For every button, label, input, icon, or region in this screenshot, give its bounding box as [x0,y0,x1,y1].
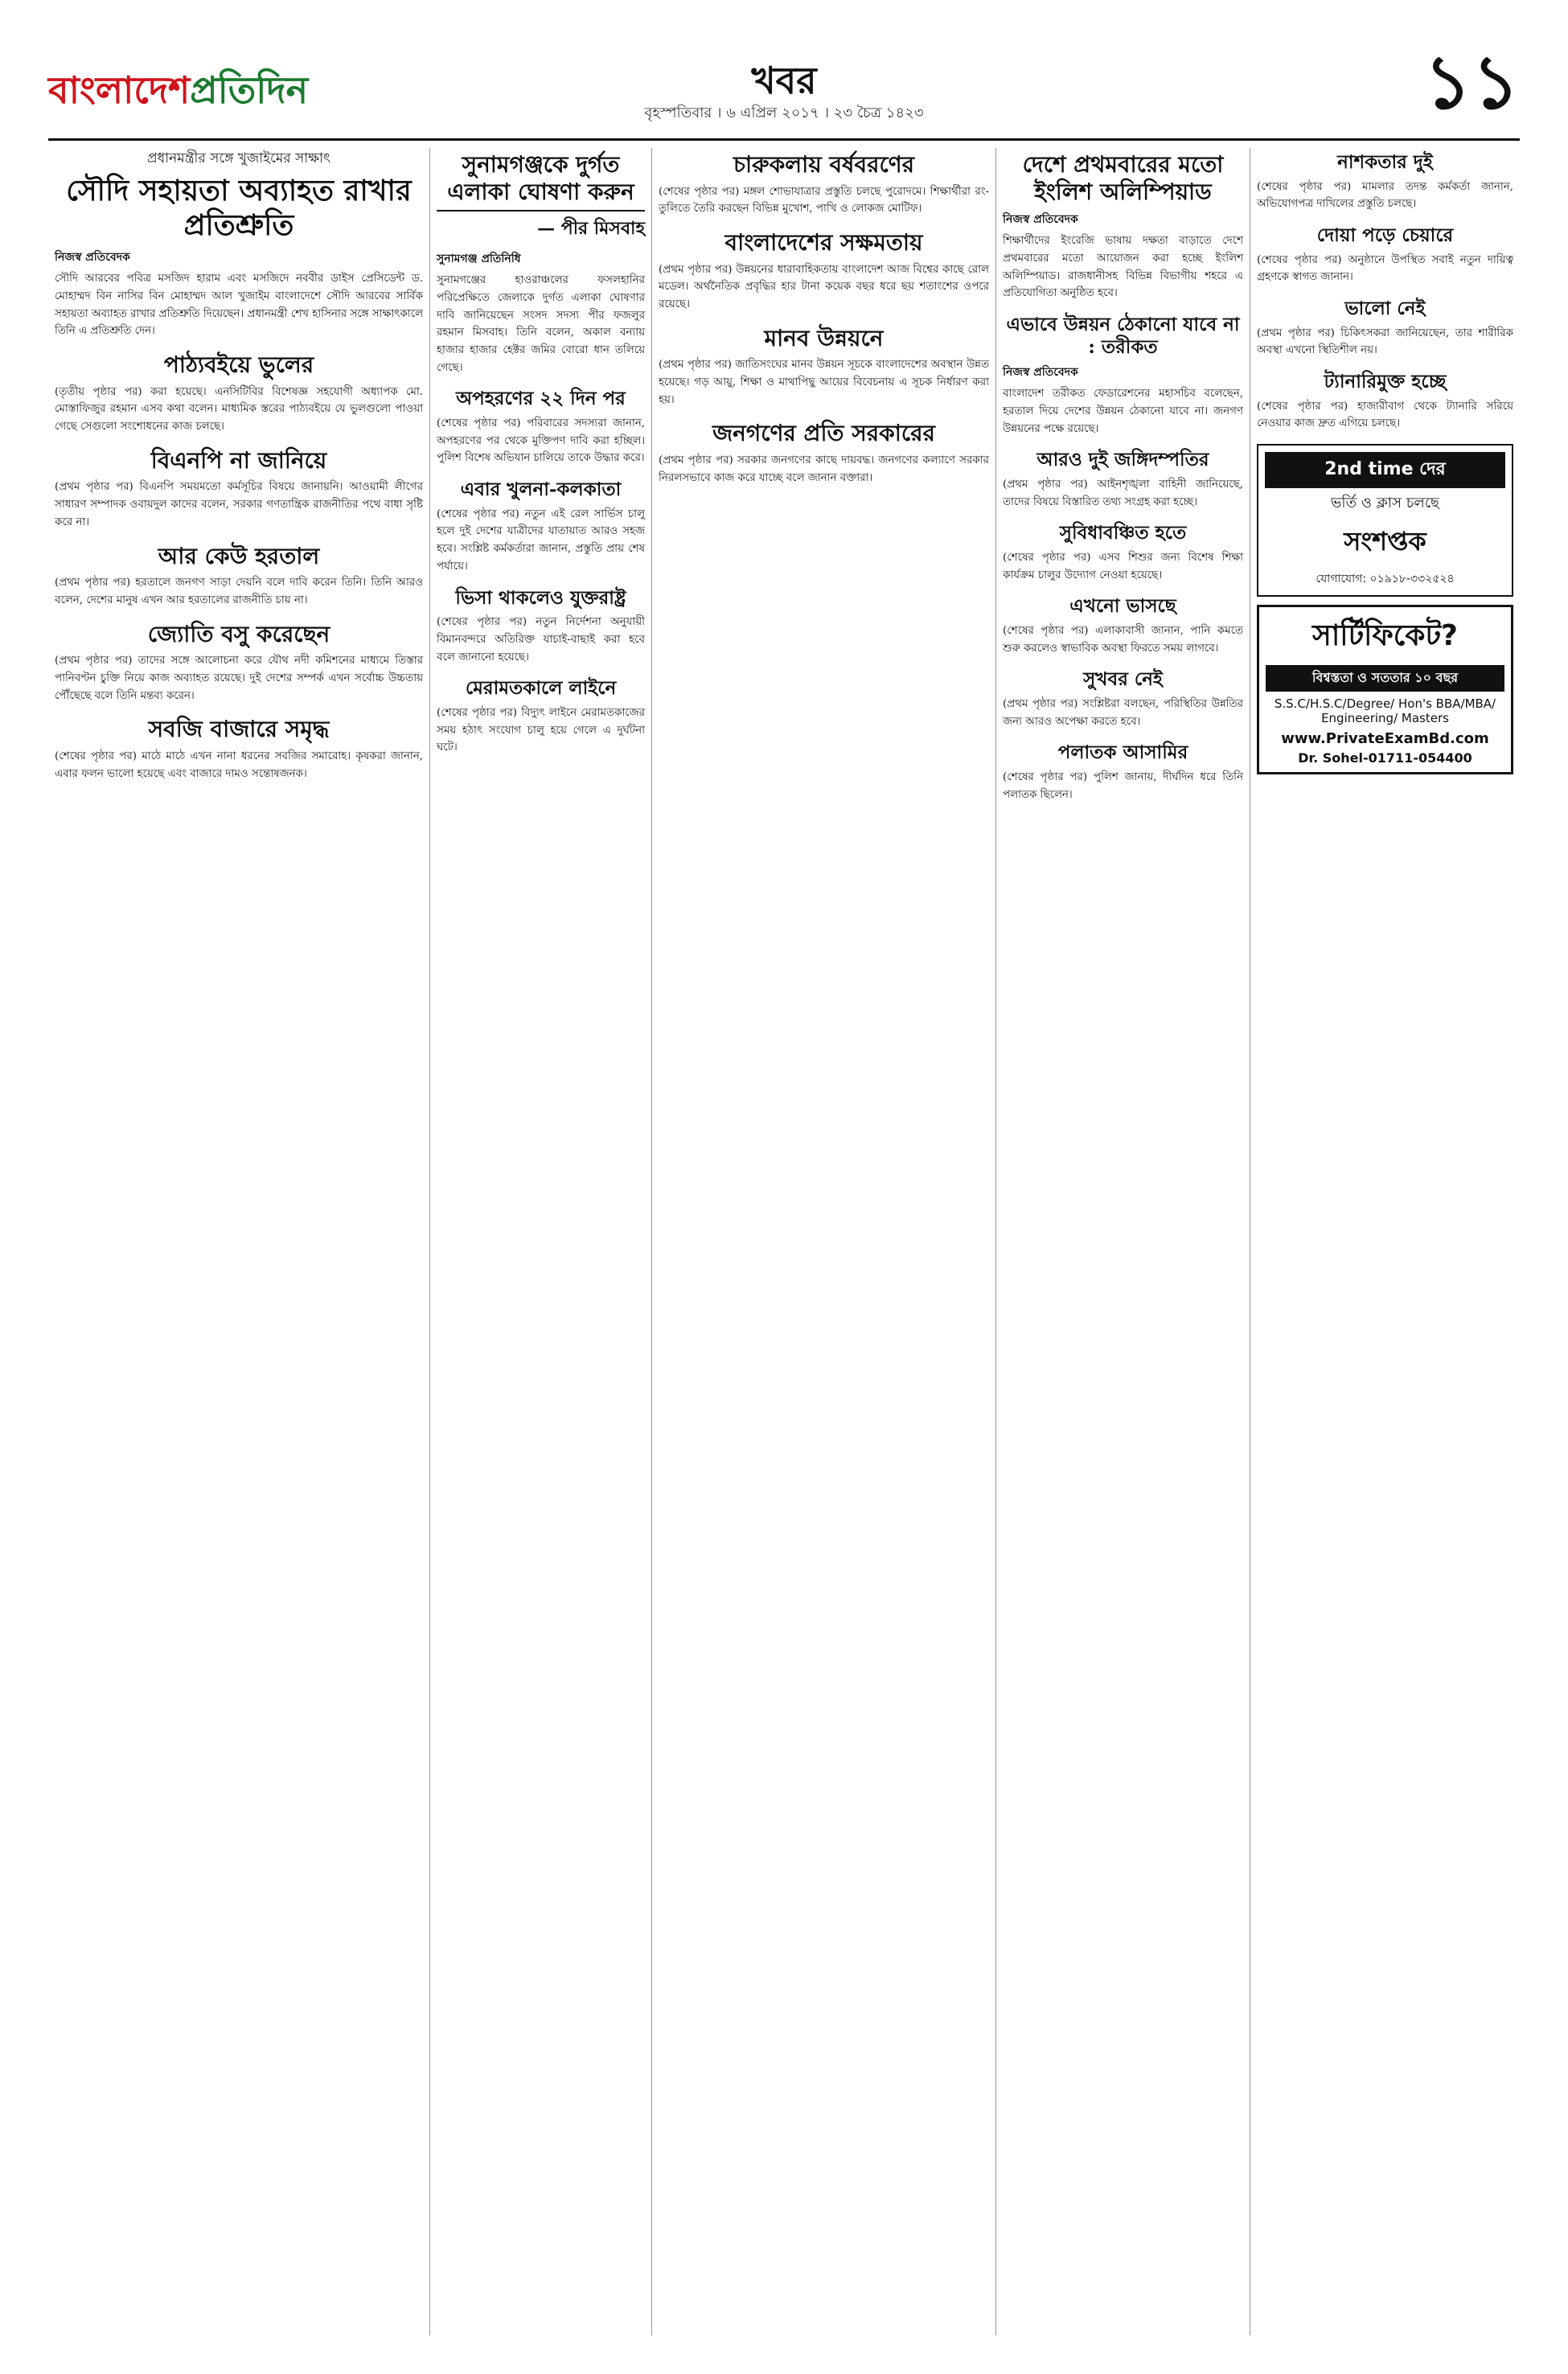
story-disruption [55,447,423,532]
story-body: (শেষের পৃষ্ঠার পর) পুলিশ জানায়, দীর্ঘদিন ধরে তিনি পলাতক ছিলেন। [1003,770,1243,801]
story-body: (শেষের পৃষ্ঠার পর) নতুন এই রেল সার্ভিস চালু হলে দুই দেশের যাত্রীদের যাতায়াত আরও সহজ হবে। সংশ্লিষ্ট কর্মকর্তারা জানান, প্রস্তুতি প্রায় শেষ পর্যায়ে। [437,507,645,573]
story-body: (প্রথম পৃষ্ঠার পর) আইনশৃঙ্খলা বাহিনী জানিয়েছে, তাদের বিষয়ে বিস্তারিত তথ্য সংগ্রহ করা হচ্ছে। [1003,478,1243,508]
column-2 [429,148,651,2335]
story-human-dev [659,325,989,409]
story-body: সুনামগঞ্জের হাওরাঞ্চলের ফসলহানির পরিপ্রেক্ষিতে জেলাকে দুর্গত এলাকা ঘোষণার দাবি জানিয়েছেন সংসদ সদস্য পীর ফজলুর রহমান মিসবাহ। তিনি বলেন, অকাল বন্যায় হাজার হাজার হেক্টর জমির বোরো ধান তলিয়ে গেছে। [437,274,645,374]
story-body: (তৃতীয় পৃষ্ঠার পর) করা হয়েছে। এনসিটিবির বিশেষজ্ঞ সহযোগী অধ্যাপক মো. মোস্তাফিজুর রহমান এসব কথা বলেন। মাধ্যমিক স্তরের পাঠ্যবইয়ে যে ভুলগুলো পাওয়া গেছে সেগুলো সংশোধনের কাজ চলছে। [55,385,423,433]
story-headline: পলাতক আসামির [1057,741,1188,764]
story-hartal [55,543,423,610]
story-body: (প্রথম পৃষ্ঠার পর) উন্নয়নের ধারাবাহিকতায় বাংলাদেশ আজ বিশ্বের কাছে রোল মডেল। অর্থনৈতিক প্রবৃদ্ধির হার টানা কয়েক বছর ধরে ছয় শতাংশের ওপরে রয়েছে। [659,263,989,310]
ad-tag: বিশ্বস্ততা ও সততার ১০ বছর [1266,665,1504,692]
story-development [1003,314,1243,437]
story-byline: নিজস্ব প্রতিবেদক [1003,366,1078,380]
ad-line2: ভর্তি ও ক্লাস চলছে [1331,495,1439,511]
story-meramot [437,677,645,757]
story-byline: নিজস্ব প্রতিবেদক [1003,213,1078,227]
column-4 [995,148,1250,2335]
date-line: বৃহস্পতিবার । ৬ এপ্রিল ২০১৭ । ২৩ চৈত্র ১৪২৩ [644,105,924,121]
story-bhalo [1257,298,1513,359]
story-body: (প্রথম পৃষ্ঠার পর) চিকিৎসকরা জানিয়েছেন, তার শারীরিক অবস্থা এখনো স্থিতিশীল নয়। [1257,327,1513,357]
brand-part2: প্রতিদিন [190,68,309,112]
story-textbook [55,351,423,436]
story-subquote: — পীর মিসবাহ [537,218,645,240]
story-vegetable [55,716,423,782]
story-fugitive [1003,741,1243,803]
story-headline: ভালো নেই [1344,298,1426,319]
story-headline: দোয়া পড়ে চেয়ারে [1316,224,1454,246]
story-body: বাংলাদেশ তরীকত ফেডারেশনের মহাসচিব বলেছেন, হরতাল দিয়ে দেশের উন্নয়ন ঠেকানো যাবে না। জনগণ উন্নয়নের পক্ষে রয়েছে। [1003,388,1243,435]
story-body: (শেষের পৃষ্ঠার পর) মামলার তদন্ত কর্মকর্তা জানান, অভিযোগপত্র দাখিলের প্রস্তুতি চলছে। [1257,180,1513,211]
ad-degrees: S.S.C/H.S.C/Degree/ Hon's BBA/MBA/ Engineering/ Masters [1274,696,1496,725]
story-charukala [659,151,989,218]
story-body: (শেষের পৃষ্ঠার পর) পরিবারের সদস্যরা জানান, অপহরণের পর থেকে মুক্তিপণ দাবি করা হচ্ছিল। পুলিশ বিশেষ অভিযান চালিয়ে তাকে উদ্ধার করে। [437,417,645,465]
story-headline: আরও দুই জঙ্গিদম্পতির [1036,449,1209,471]
masthead-rule [48,138,1520,141]
story-tannery [1257,371,1513,433]
story-headline: সৌদি সহায়তা অব্যাহত রাখার প্রতিশ্রুতি [66,174,412,243]
section-title: খবর [751,59,817,102]
story-body: (শেষের পৃষ্ঠার পর) মঙ্গল শোভাযাত্রার প্রস্তুতি চলছে পুরোদমে। শিক্ষার্থীরা রং-তুলিতে তৈরি করছেন বিভিন্ন মুখোশ, পাখি ও লোকজ মোটিফ। [659,185,989,216]
ad-line1: 2nd time দের [1265,452,1505,488]
story-headline: জ্যোতি বসু করেছেন [147,620,330,647]
page-number: ১১ [1423,39,1520,125]
story-militants [1003,449,1243,511]
column-3 [651,148,995,2335]
story-byline: নিজস্ব প্রতিবেদক [55,251,130,265]
story-sabotage [1257,151,1513,213]
story-olympiad [1003,151,1243,302]
story-body: (শেষের পৃষ্ঠার পর) এলাকাবাসী জানান, পানি কমতে শুরু করলেও স্বাভাবিক অবস্থা ফিরতে সময় লাগবে। [1003,624,1243,655]
story-body: (প্রথম পৃষ্ঠার পর) হরতালে জনগণ সাড়া দেয়নি বলে দাবি করেন তিনি। তিনি আরও বলেন, দেশের মানুষ এখন আর হরতালের রাজনীতি চায় না। [55,577,423,606]
story-headline: বাংলাদেশের সক্ষমতায় [724,229,923,256]
story-good-news [1003,668,1243,730]
story-body: (শেষের পৃষ্ঠার পর) মাঠে মাঠে এখন নানা ধরনের সবজির সমারোহ। কৃষকরা জানান, এবার ফলন ভালো হয়েছে এবং বাজারে দামও সন্তোষজনক। [55,750,423,780]
ad-phone: যোগাযোগ: ০১৯১৮-৩৩২৫২৪ [1316,573,1455,585]
ad-url[interactable]: www.PrivateExamBd.com [1281,730,1489,747]
story-suvidha [1003,522,1243,584]
story-headline: ভিসা থাকলেও যুক্তরাষ্ট্র [455,586,626,609]
story-headline: দেশে প্রথমবারের মতো ইংলিশ অলিম্পিয়াড [1022,151,1224,205]
brand-part1: বাংলাদেশ [48,68,191,112]
story-saudi [55,148,423,340]
story-headline: চারুকলায় বর্ষবরণের [733,151,915,178]
story-body: (শেষের পৃষ্ঠার পর) বিদ্যুৎ লাইনে মেরামতকাজের সময় হঠাৎ সংযোগ চালু হয়ে গেলে এ দুর্ঘটনা ঘটে। [437,706,645,754]
ad-phone: Dr. Sohel-01711-054400 [1298,750,1472,766]
ad-title: সার্টিফিকেট? [1312,619,1458,652]
column-5 [1250,148,1520,2335]
story-kicker: প্রধানমন্ত্রীর সঙ্গে খুজাইমের সাক্ষাৎ [146,150,330,166]
story-bangladesh-capacity [659,229,989,314]
story-headline: সুবিধাবঞ্চিত হতে [1059,522,1187,544]
story-body: (প্রথম পৃষ্ঠার পর) সরকার জনগণের কাছে দায়বদ্ধ। জনগণের কল্যাণে সরকার নিরলসভাবে কাজ করে যাচ্ছে বলে জানান বক্তারা। [659,454,989,484]
story-headline: ট্যানারিমুক্ত হচ্ছে [1324,371,1447,392]
story-floating [1003,595,1243,657]
story-body: (শেষের পৃষ্ঠার পর) নতুন নির্দেশনা অনুযায়ী বিমানবন্দরে অতিরিক্ত যাচাই-বাছাই করা হবে বলে জানানো হয়েছে। [437,616,645,663]
story-body: (প্রথম পৃষ্ঠার পর) তাদের সঙ্গে আলোচনা করে যৌথ নদী কমিশনের মাধ্যমে তিস্তার পানিবণ্টন চুক্তি নিয়ে কাজ অব্যাহত রয়েছে। দুই দেশের সম্পর্ক এখন সর্বোচ্চ উচ্চতায় পৌঁছেছে বলে তিনি মন্তব্য করেন। [55,655,423,702]
story-headline: সুখবর নেই [1083,668,1163,691]
story-body: শিক্ষার্থীদের ইংরেজি ভাষায় দক্ষতা বাড়াতে দেশে প্রথমবারের মতো আয়োজন করা হচ্ছে ইংলিশ অলিম্পিয়াড। রাজধানীসহ বিভিন্ন বিভাগীয় শহরে এ প্রতিযোগিতা অনুষ্ঠিত হবে। [1003,235,1243,300]
divider [437,210,645,212]
story-headline: মেরামতকালে লাইনে [465,677,617,700]
story-jyoti [55,621,423,705]
story-body: (প্রথম পৃষ্ঠার পর) জাতিসংঘের মানব উন্নয়ন সূচকে বাংলাদেশের অবস্থান উন্নত হয়েছে। গড় আয়ু, শিক্ষা ও মাথাপিছু আয়ের বিবেচনায় এ সূচক নির্ধারণ করা হয়। [659,359,989,406]
story-public-gov [659,420,989,487]
story-body: (প্রথম পৃষ্ঠার পর) সংশ্লিষ্টরা বলছেন, পরিস্থিতির উন্নতির জন্য আরও অপেক্ষা করতে হবে। [1003,697,1243,728]
story-headline: নাশকতার দুই [1337,151,1433,173]
certificate-ad[interactable] [1257,605,1513,774]
masthead [48,39,1520,137]
story-headline: এখনো ভাসছে [1069,595,1176,618]
story-headline: এভাবে উন্নয়ন ঠেকানো যাবে না : তরীকত [1006,314,1240,358]
column-1 [48,148,429,2335]
ad-brand: সংশপ্তক [1344,526,1426,557]
story-byline: সুনামগঞ্জ প্রতিনিধি [437,253,521,266]
story-body: সৌদি আরবের পবিত্র মসজিদ হারাম এবং মসজিদে নববীর ডাইস প্রেসিডেন্ট ড. মোহাম্মদ বিন নাসির বিন মোহাম্মদ আল খুজাইম বাংলাদেশে সৌদি আরবের সার্বিক সহায়তা অব্যাহত রাখার প্রতিশ্রুতি দিয়েছেন। প্রধানমন্ত্রী শেখ হাসিনার সঙ্গে সাক্ষাৎকালে তিনি এ প্রতিশ্রুতি দেন। [55,273,423,338]
story-body: (শেষের পৃষ্ঠার পর) অনুষ্ঠানে উপস্থিত সবাই নতুন দায়িত্ব গ্রহণকে স্বাগত জানান। [1257,253,1513,284]
story-headline: বিএনপি না জানিয়ে [150,446,327,474]
story-visa [437,587,645,667]
story-headline: অপহরণের ২২ দিন পর [456,388,626,410]
story-sunamganj [437,151,645,376]
story-headline: সুনামগঞ্জকে দুর্গত এলাকা ঘোষণা করুন [447,151,634,205]
story-body: (প্রথম পৃষ্ঠার পর) বিএনপি সময়মতো কর্মসূচির বিষয়ে জানায়নি। আওয়ামী লীগের সাধারণ সম্পাদক ওবায়দুল কাদের বলেন, সরকার গণতান্ত্রিক রাজনীতির পথে বাধা সৃষ্টি করে না। [55,481,423,528]
story-doa [1257,224,1513,286]
story-headline: জনগণের প্রতি সরকারের [712,420,935,447]
story-headline: মানব উন্নয়নে [764,324,884,351]
story-headline: সবজি বাজারে সমৃদ্ধ [148,716,330,743]
story-kidnap [437,388,645,467]
story-body: (শেষের পৃষ্ঠার পর) হাজারীবাগ থেকে ট্যানারি সরিয়ে নেওয়ার কাজ দ্রুত এগিয়ে চলছে। [1257,400,1513,430]
story-body: (শেষের পৃষ্ঠার পর) এসব শিশুর জন্য বিশেষ শিক্ষা কার্যক্রম চালুর উদ্যোগ নেওয়া হয়েছে। [1003,551,1243,581]
story-headline: আর কেউ হরতাল [158,542,320,569]
coaching-ad[interactable] [1257,444,1513,597]
story-headline: পাঠ্যবইয়ে ভুলের [163,351,314,379]
story-headline: এবার খুলনা-কলকাতা [460,478,622,501]
story-khulna [437,478,645,575]
